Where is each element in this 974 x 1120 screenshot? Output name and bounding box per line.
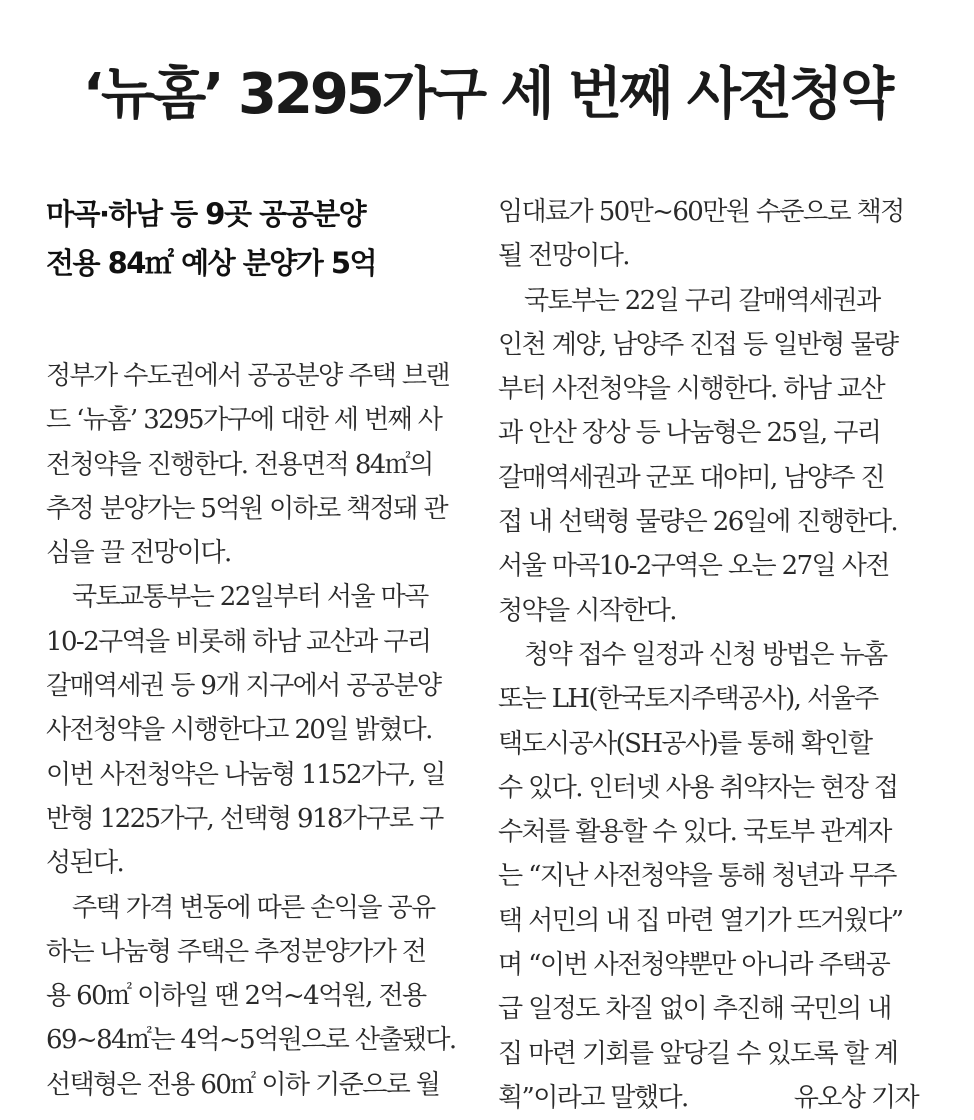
body-line: 드 ‘뉴홈’ 3295가구에 대한 세 번째 사 — [46, 405, 442, 436]
body-line: 반형 1225가구, 선택형 918가구로 구 — [46, 803, 443, 834]
body-line: 선택형은 전용 60㎡ 이하 기준으로 월 — [46, 1069, 440, 1100]
body-line: 인천 계양, 남양주 진접 등 일반형 물량 — [498, 329, 898, 360]
body-line: 수 있다. 인터넷 사용 취약자는 현장 접 — [498, 772, 898, 803]
left-column — [46, 190, 466, 1107]
body-line: 심을 끌 전망이다. — [46, 538, 231, 569]
headline: ‘뉴홈’ 3295가구 세 번째 사전청약 — [82, 62, 892, 127]
body-line: 69~84㎡는 4억~5억원으로 산출됐다. — [46, 1025, 456, 1056]
body-line: 는 “지난 사전청약을 통해 청년과 무주 — [498, 861, 896, 892]
body-line: 택도시공사(SH공사)를 통해 확인할 — [498, 728, 872, 759]
body-line: 국토교통부는 22일부터 서울 마곡 — [72, 582, 428, 613]
body-line: 수처를 활용할 수 있다. 국토부 관계자 — [498, 817, 891, 848]
body-line: 정부가 수도권에서 공공분양 주택 브랜 — [46, 361, 449, 391]
body-line: 서울 마곡10-2구역은 오는 27일 사전 — [498, 551, 889, 582]
body-line: 또는 LH(한국토지주택공사), 서울주 — [498, 684, 878, 715]
body-line: 용 60㎡ 이하일 땐 2억~4억원, 전용 — [46, 981, 426, 1012]
body-line: 급 일정도 차질 없이 추진해 국민의 내 — [498, 994, 891, 1025]
final-line — [498, 1076, 918, 1120]
subheadline-2: 전용 84㎡ 예상 분양가 5억 — [46, 246, 377, 280]
body-line: 전청약을 진행한다. 전용면적 84㎡의 — [46, 449, 433, 480]
body-line: 갈매역세권 등 9개 지구에서 공공분양 — [46, 671, 441, 702]
body-line: 성된다. — [46, 848, 124, 879]
body-line: 주택 가격 변동에 따른 손익을 공유 — [72, 892, 435, 923]
subheadline-block — [46, 190, 466, 288]
body-line: 이번 사전청약은 나눔형 1152가구, 일 — [46, 759, 445, 790]
body-line: 청약을 시작한다. — [498, 595, 676, 626]
body-line: 과 안산 장상 등 나눔형은 25일, 구리 — [498, 418, 881, 449]
body-line: 갈매역세권과 군포 대야미, 남양주 진 — [498, 462, 885, 493]
body-line: 접 내 선택형 물량은 26일에 진행한다. — [498, 507, 898, 538]
body-line: 며 “이번 사전청약뿐만 아니라 주택공 — [498, 950, 890, 981]
body-line: 국토부는 22일 구리 갈매역세권과 — [524, 285, 880, 316]
body-line: 집 마련 기회를 앞당길 수 있도록 할 계 — [498, 1038, 898, 1069]
body-line: 하는 나눔형 주택은 추정분양가가 전 — [46, 936, 426, 967]
body-line: 택 서민의 내 집 마련 열기가 뜨거웠다” — [498, 905, 903, 936]
body-line: 임대료가 50만~60만원 수준으로 책정 — [498, 197, 904, 227]
body-line: 청약 접수 일정과 신청 방법은 뉴홈 — [524, 639, 887, 670]
body-line: 추정 분양가는 5억원 이하로 책정돼 관 — [46, 493, 448, 524]
body-line: 부터 사전청약을 시행한다. 하남 교산 — [498, 374, 885, 405]
right-column — [498, 190, 918, 1120]
body-line: 10-2구역을 비롯해 하남 교산과 구리 — [46, 626, 431, 657]
body-line: 획”이라고 말했다. — [498, 1082, 688, 1113]
subheadline-1: 마곡·하남 등 9곳 공공분양 — [46, 197, 366, 231]
body-line: 될 전망이다. — [498, 241, 629, 272]
body-line: 사전청약을 시행한다고 20일 밝혔다. — [46, 715, 432, 746]
byline: 유오상 기자 — [793, 1082, 918, 1113]
